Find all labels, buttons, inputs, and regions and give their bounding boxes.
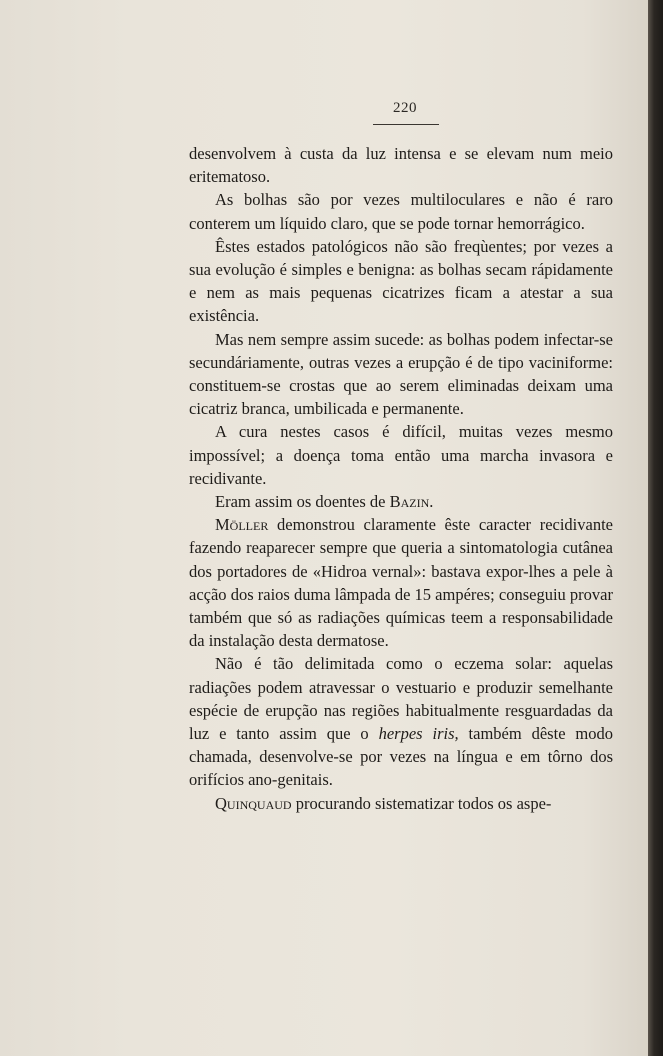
paragraph-8: [189, 652, 613, 791]
paragraph-2: As bolhas são por vezes multiloculares e não é raro conterem um líquido claro, que se pode tornar hemorrágico.: [189, 190, 613, 233]
paragraph-6-text: Eram assim os doentes de: [215, 492, 390, 512]
paragraph-8-text: Não é tão delimitada como o eczema solar: aquelas radiações podem atravessar o vestuario e produzir semelhante espécie de erupção nas regiões habitualmente resguardadas da luz e tanto assim que o: [189, 654, 613, 744]
body-text: [189, 142, 613, 815]
page-number: 220: [393, 100, 417, 116]
paragraph-9-text: procurando sistematizar todos os aspe-: [291, 793, 552, 813]
paragraph-8-end: também dêste modo chamada, desenvolve-se por vezes na língua e em tôrno dos orifícios ano-genitais.: [189, 724, 614, 790]
italic-term-herpes-iris: herpes iris,: [378, 724, 459, 744]
paragraph-1: desenvolvem à custa da luz intensa e se elevam num meio eritematoso.: [189, 144, 613, 187]
paragraph-5: A cura nestes casos é difícil, muitas vezes mesmo impossível; a doença toma então uma marcha invasora e recidivante.: [189, 422, 613, 488]
author-name-quinquaud: Quinquaud: [215, 793, 292, 813]
paragraph-6: [189, 490, 613, 513]
paragraph-7: [189, 513, 613, 652]
paragraph-3: Êstes estados patológicos não são freqùentes; por vezes a sua evolução é simples e benigna: as bolhas secam rápidamente e nem as mais pequenas cicatrizes ficam a atestar a sua existência.: [189, 236, 613, 326]
paragraph-4: Mas nem sempre assim sucede: as bolhas podem infectar-se secundáriamente, outras vezes a erupção é de tipo vaciniforme: constituem-se crostas que ao serem eliminadas deixam uma cicatriz branca, umbilicada e permanente.: [189, 329, 613, 419]
paragraph-7-text: demonstrou claramente êste caracter recidivante fazendo reaparecer sempre que queria a sintomatologia cutânea dos portadores de «Hidroa vernal»: bastava expor-lhes a pele à acção dos raios duma lâmpada de 15 ampéres; conseguiu provar também que só as radiações químicas teem a responsabilidade da instalação desta dermatose.: [189, 515, 613, 651]
page-number-rule: [373, 124, 439, 125]
paragraph-9: [189, 792, 613, 815]
author-name-moller: Möller: [215, 515, 269, 535]
paragraph-6-end: .: [429, 492, 434, 512]
author-name-bazin: Bazin: [389, 492, 430, 512]
book-spine-edge: [648, 0, 663, 1056]
